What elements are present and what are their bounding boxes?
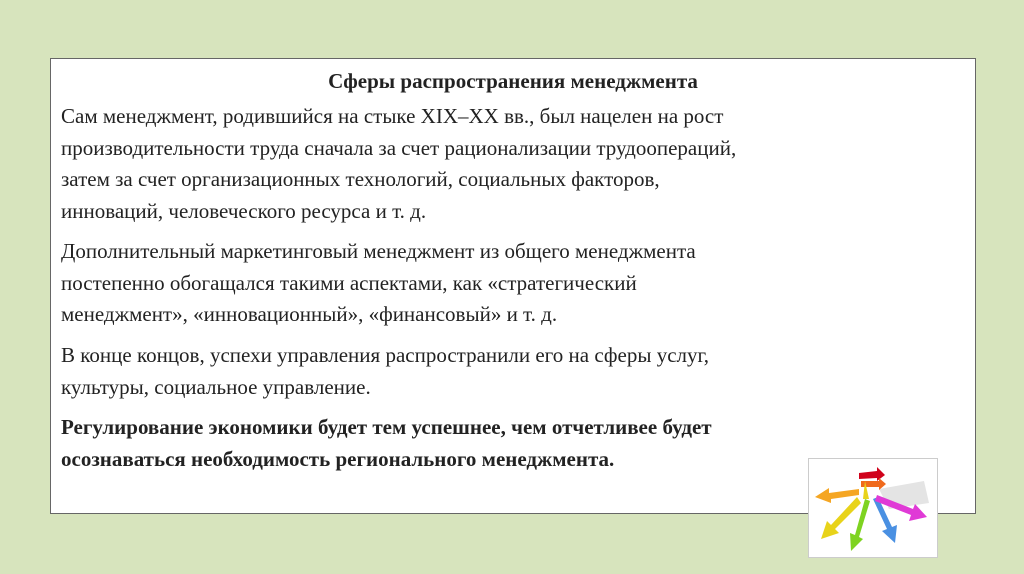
paragraph-conclusion: Регулирование экономики будет тем успешнее, чем отчетливее будет осознаваться необходимость регионального менеджмента. xyxy=(61,415,712,471)
content-box xyxy=(50,58,976,514)
paragraph-2: Дополнительный маркетинговый менеджмент из общего менеджмента постепенно обогащался такими аспектами, как «стратегический менеджмент», «инновационный», «финансовый» и т. д. xyxy=(61,239,696,326)
red-arrow-icon xyxy=(859,467,885,481)
paragraph-3: В конце концов, успехи управления распространили его на сферы услуг, культуры, социальное управление. xyxy=(61,343,709,399)
slide-title: Сферы распространения менеджмента xyxy=(328,69,698,93)
orange-arrow-icon xyxy=(815,488,859,503)
colorful-arrows-icon xyxy=(808,458,938,558)
paragraph-1: Сам менеджмент, родившийся на стыке XIX–XX вв., был нацелен на рост производительности труда сначала за счет рационализации трудоопераций, затем за счет организационных технологий, социальных факторов, инноваций, человеческого ресурса и т. д. xyxy=(61,104,737,223)
arrows-graphic xyxy=(809,459,937,557)
yellow-arrow-icon xyxy=(821,497,861,539)
